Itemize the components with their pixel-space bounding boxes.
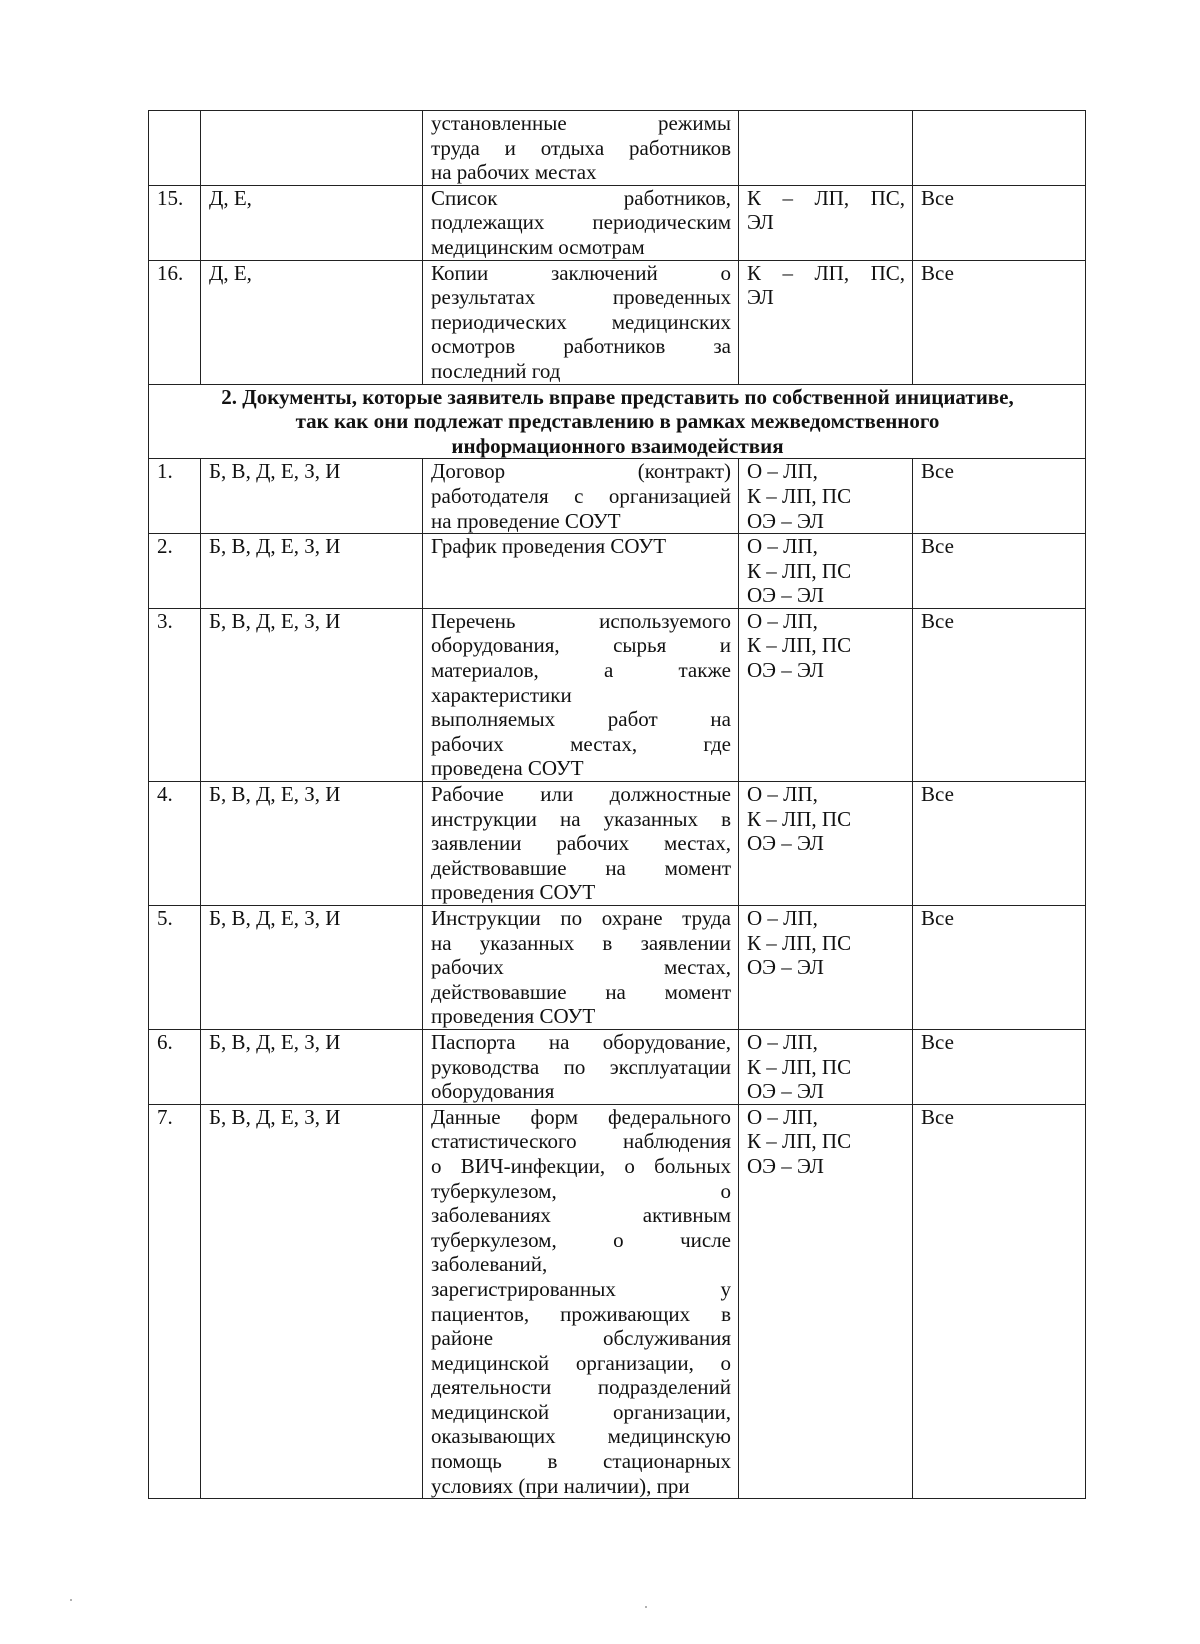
document-name-line: последний год (431, 358, 561, 383)
table-row (149, 782, 1086, 906)
applicable-to (913, 111, 1086, 186)
document-name-line: осмотров работников за (431, 334, 731, 359)
document-name (423, 260, 739, 384)
applicable-to: Все (913, 260, 1086, 384)
document-name-line: заболеваний, (431, 1252, 548, 1277)
document-name-line: Паспорта на оборудование, (431, 1029, 731, 1054)
document-name-line: проведения СОУТ (431, 1004, 596, 1029)
table-row (149, 111, 1086, 186)
document-form (739, 906, 913, 1030)
document-name-line: Договор (контракт) (431, 459, 731, 484)
document-name-line: районе обслуживания (431, 1326, 731, 1351)
document-name-line: туберкулезом, о (431, 1178, 731, 1203)
document-form (739, 459, 913, 534)
document-name (423, 608, 739, 781)
document-name-line: зарегистрированных у (431, 1276, 731, 1301)
document-form-line: К – ЛП, ПС (747, 1054, 852, 1079)
applicant-codes: Б, В, Д, Е, З, И (201, 1104, 423, 1499)
document-name-line: заявлении рабочих местах, (431, 831, 731, 856)
document-form (739, 608, 913, 781)
document-name-line: материалов, а также (431, 658, 731, 683)
table-row (149, 185, 1086, 260)
document-name (423, 534, 739, 609)
document-form-line: К – ЛП, ПС, (747, 260, 905, 285)
document-name (423, 1104, 739, 1499)
document-name-line: Список работников, (431, 185, 731, 210)
applicable-to: Все (913, 608, 1086, 781)
document-form-line: К – ЛП, ПС (747, 483, 852, 508)
document-name-line: руководства по эксплуатации (431, 1054, 731, 1079)
row-number: 15. (149, 185, 201, 260)
applicant-codes (201, 111, 423, 186)
document-name-line: проведена СОУТ (431, 756, 584, 781)
row-number: 16. (149, 260, 201, 384)
document-name-line: результатах проведенных (431, 285, 731, 310)
document-name-line: проведения СОУТ (431, 880, 596, 905)
document-name-line: деятельности подразделений (431, 1375, 731, 1400)
row-number: 3. (149, 608, 201, 781)
document-name-line: действовавшие на момент (431, 855, 731, 880)
document-name-line: оказывающих медицинскую (431, 1424, 731, 1449)
document-name-line: Данные форм федерального (431, 1104, 731, 1129)
document-form-line: О – ЛП, (747, 608, 818, 633)
document-form-line: ОЭ – ЭЛ (747, 508, 824, 533)
applicable-to: Все (913, 534, 1086, 609)
scan-speck (70, 1599, 72, 1601)
document-form-line: К – ЛП, ПС (747, 930, 852, 955)
document-form-line: О – ЛП, (747, 782, 818, 807)
document-form-line: ОЭ – ЭЛ (747, 831, 824, 856)
document-form-line: О – ЛП, (747, 534, 818, 559)
document-name (423, 185, 739, 260)
document-form-line: К – ЛП, ПС (747, 558, 852, 583)
table-row (149, 1104, 1086, 1499)
document-name (423, 459, 739, 534)
table-row (149, 534, 1086, 609)
document-name (423, 906, 739, 1030)
document-form-line: К – ЛП, ПС (747, 806, 852, 831)
document-form-line: О – ЛП, (747, 1029, 818, 1054)
document-name-line: Копии заключений о (431, 260, 731, 285)
document-form (739, 1029, 913, 1104)
document-name (423, 111, 739, 186)
document-form-line: ОЭ – ЭЛ (747, 583, 824, 608)
document-name-line: График проведения СОУТ (431, 534, 667, 559)
document-form-line: О – ЛП, (747, 459, 818, 484)
row-number: 1. (149, 459, 201, 534)
document-form (739, 782, 913, 906)
document-name-line: периодических медицинских (431, 309, 731, 334)
document-name-line: на рабочих местах (431, 160, 597, 185)
row-number: 5. (149, 906, 201, 1030)
document-name-line: выполняемых работ на (431, 707, 731, 732)
document-name-line: на указанных в заявлении (431, 930, 731, 955)
document-form-line: О – ЛП, (747, 1104, 818, 1129)
document-form-line: К – ЛП, ПС (747, 633, 852, 658)
table-row (149, 1029, 1086, 1104)
document-name-line: медицинской организации, (431, 1399, 731, 1424)
document-name (423, 1029, 739, 1104)
document-form (739, 111, 913, 186)
document-form-line: ОЭ – ЭЛ (747, 955, 824, 980)
document-name-line: действовавшие на момент (431, 979, 731, 1004)
applicant-codes: Б, В, Д, Е, З, И (201, 608, 423, 781)
document-name-line: пациентов, проживающих в (431, 1301, 731, 1326)
document-name-line: рабочих местах, где (431, 731, 731, 756)
document-name-line: работодателя с организацией (431, 483, 731, 508)
document-form-line: ОЭ – ЭЛ (747, 1153, 824, 1178)
document-name-line: инструкции на указанных в (431, 806, 731, 831)
document-name-line: Рабочие или должностные (431, 782, 731, 807)
document-form (739, 1104, 913, 1499)
applicant-codes: Б, В, Д, Е, З, И (201, 534, 423, 609)
applicable-to: Все (913, 1104, 1086, 1499)
row-number: 4. (149, 782, 201, 906)
applicable-to: Все (913, 185, 1086, 260)
applicable-to: Все (913, 1029, 1086, 1104)
document-name-line: оборудования (431, 1079, 555, 1104)
row-number (149, 111, 201, 186)
section-heading-line: так как они подлежат представлению в рамках межведомственного (295, 409, 940, 434)
applicable-to: Все (913, 459, 1086, 534)
document-name-line: медицинской организации, о (431, 1350, 731, 1375)
section-heading-line: информационного взаимодействия (451, 433, 784, 458)
scan-speck (645, 1606, 647, 1608)
applicant-codes: Б, В, Д, Е, З, И (201, 1029, 423, 1104)
document-name-line: статистического наблюдения (431, 1129, 731, 1154)
document-form (739, 185, 913, 260)
document-form-line: К – ЛП, ПС, (747, 185, 905, 210)
document-form-line: ЭЛ (747, 285, 774, 310)
document-name-line: труда и отдыха работников (431, 135, 731, 160)
document-form-line: ЭЛ (747, 210, 774, 235)
documents-table (148, 110, 1086, 1499)
document-name-line: на проведение СОУТ (431, 508, 621, 533)
document-name-line: Перечень используемого (431, 608, 731, 633)
row-number: 7. (149, 1104, 201, 1499)
table-row (149, 260, 1086, 384)
section-header-row (149, 384, 1086, 459)
document-form-line: О – ЛП, (747, 906, 818, 930)
applicant-codes: Б, В, Д, Е, З, И (201, 782, 423, 906)
document-name-line: Инструкции по охране труда (431, 906, 731, 930)
document-name-line: рабочих местах, (431, 955, 731, 980)
row-number: 6. (149, 1029, 201, 1104)
applicable-to: Все (913, 906, 1086, 1030)
document-name-line: туберкулезом, о числе (431, 1227, 731, 1252)
applicable-to: Все (913, 782, 1086, 906)
document-name-line: оборудования, сырья и (431, 633, 731, 658)
document-name-line: подлежащих периодическим (431, 210, 731, 235)
applicant-codes: Б, В, Д, Е, З, И (201, 459, 423, 534)
document-form-line: К – ЛП, ПС (747, 1129, 852, 1154)
document-name-line: заболеваниях активным (431, 1203, 731, 1228)
document-form (739, 260, 913, 384)
table-row (149, 459, 1086, 534)
document-name-line: о ВИЧ-инфекции, о больных (431, 1153, 731, 1178)
section-heading (149, 384, 1086, 459)
applicant-codes: Д, Е, (201, 260, 423, 384)
document-name (423, 782, 739, 906)
document-form (739, 534, 913, 609)
document-name-line: установленные режимы (431, 111, 731, 135)
document-name-line: характеристики (431, 682, 572, 707)
applicant-codes: Д, Е, (201, 185, 423, 260)
applicant-codes: Б, В, Д, Е, З, И (201, 906, 423, 1030)
document-form-line: ОЭ – ЭЛ (747, 658, 824, 683)
table-row (149, 608, 1086, 781)
document-name-line: условиях (при наличии), при (431, 1473, 690, 1498)
document-name-line: медицинским осмотрам (431, 234, 645, 259)
document-name-line: помощь в стационарных (431, 1449, 731, 1474)
row-number: 2. (149, 534, 201, 609)
section-heading-line: 2. Документы, которые заявитель вправе представить по собственной инициативе, (221, 384, 1014, 409)
document-form-line: ОЭ – ЭЛ (747, 1079, 824, 1104)
table-row (149, 906, 1086, 1030)
